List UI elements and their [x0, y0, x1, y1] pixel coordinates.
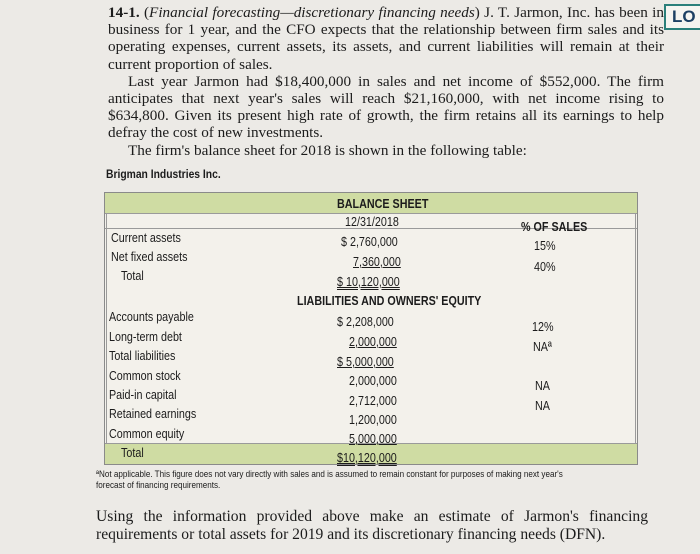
- row-common-stock-value: 2,000,000: [349, 374, 397, 388]
- row-total-liabilities-label: Total liabilities: [109, 349, 176, 363]
- row-current-assets-label: Current assets: [111, 231, 181, 245]
- header-pct-of-sales: % OF SALES: [521, 220, 588, 234]
- problem-para-3: The firm's balance sheet for 2018 is shown in the following table:: [128, 141, 527, 159]
- row-total-liabilities-value: $ 5,000,000: [337, 355, 394, 369]
- row-accounts-payable-value: $ 2,208,000: [337, 315, 394, 329]
- row-long-term-debt-pct: NAª: [533, 340, 552, 354]
- problem-para-2: Last year Jarmon had $18,400,000 in sales and net income of $552,000. The firm anticipates that next year's sales will reach $21,160,000, with net income rising to $634,800. Given its present high rate of growth, the firm retains all its earnings to help defray the cost of new investments.: [108, 72, 664, 142]
- row-current-assets-pct: 15%: [534, 239, 556, 253]
- row-grand-total-label: Total: [121, 446, 144, 460]
- balance-sheet-table: [104, 192, 638, 465]
- problem-text: [108, 4, 664, 159]
- row-long-term-debt-label: Long-term debt: [109, 330, 182, 344]
- header-liabilities-equity: LIABILITIES AND OWNERS' EQUITY: [297, 294, 482, 308]
- row-retained-earnings-label: Retained earnings: [109, 407, 197, 421]
- row-accounts-payable-pct: 12%: [532, 320, 554, 334]
- row-current-assets-value: $ 2,760,000: [341, 235, 398, 249]
- row-accounts-payable-label: Accounts payable: [109, 310, 194, 324]
- header-date: 12/31/2018: [345, 215, 399, 229]
- row-retained-earnings-value: 1,200,000: [349, 413, 397, 427]
- row-common-stock-label: Common stock: [109, 369, 181, 383]
- row-assets-total-value: $ 10,120,000: [337, 275, 400, 289]
- problem-title-prefix: (: [139, 4, 150, 21]
- header-balance-sheet: BALANCE SHEET: [337, 197, 429, 211]
- question-text: [96, 508, 648, 543]
- row-common-stock-pct: NA: [535, 379, 550, 393]
- row-long-term-debt-value: 2,000,000: [349, 335, 397, 349]
- problem-title: Financial forecasting—discretionary financing needs: [149, 4, 475, 21]
- problem-intro: ) J. T. Jarmon, Inc. has been in business for 1 year, and the CFO expects that the relationship between firm sales and its operating expenses, current assets, its assets, and current liabilities will remain at their current proportion of sales.: [108, 4, 664, 73]
- lo-badge: LO: [664, 4, 700, 30]
- row-grand-total-value: $10,120,000: [337, 451, 397, 465]
- row-net-fixed-assets-label: Net fixed assets: [111, 250, 188, 264]
- problem-number: 14-1.: [108, 4, 140, 21]
- table-footnote: ªNot applicable. This figure does not vary directly with sales and is assumed to remain constant for purposes of making next year's forecast of financing requirements.: [96, 469, 563, 490]
- row-net-fixed-assets-value: 7,360,000: [353, 255, 401, 269]
- row-common-equity-value: 5,000,000: [349, 432, 397, 446]
- row-common-equity-label: Common equity: [109, 427, 185, 441]
- question-para: Using the information provided above make an estimate of Jarmon's financing requirements or total assets for 2019 and its discretionary financing needs (DFN).: [96, 508, 648, 543]
- row-paid-in-capital-value: 2,712,000: [349, 394, 397, 408]
- row-net-fixed-assets-pct: 40%: [534, 260, 556, 274]
- problem-para-1: [108, 4, 664, 73]
- row-paid-in-capital-pct: NA: [535, 399, 550, 413]
- table-company-name: Brigman Industries Inc.: [106, 167, 221, 181]
- row-assets-total-label: Total: [121, 269, 144, 283]
- row-paid-in-capital-label: Paid-in capital: [109, 388, 177, 402]
